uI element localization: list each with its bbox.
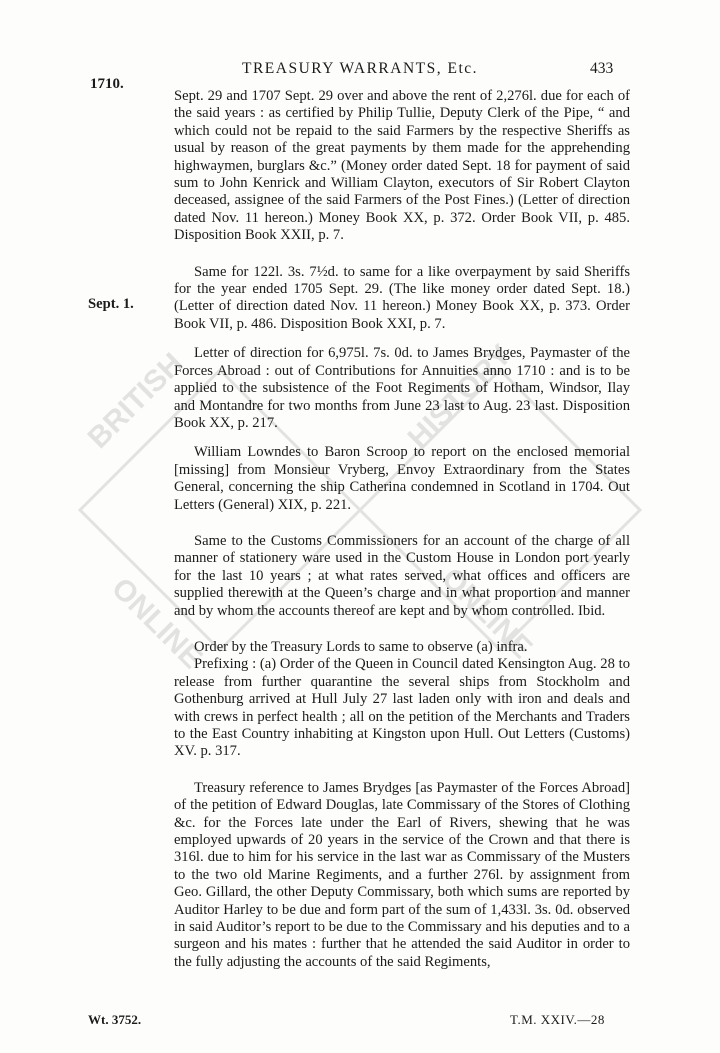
- svg-text:ONLINE: ONLINE: [105, 571, 209, 676]
- svg-text:BRITISH: BRITISH: [81, 346, 190, 455]
- svg-text:ONLINE: ONLINE: [435, 561, 539, 666]
- body-text: [174, 88, 630, 971]
- paragraph-lowndes-scroop: William Lowndes to Baron Scroop to report on the enclosed memorial [missing] from Monsieur Vryberg, Envoy Extraordinary from the States General, concerning the ship Catherina condemned in Scotland in 1704. Out Letters (General) XIX, p. 221.: [174, 444, 630, 513]
- paragraph-continued: Sept. 29 and 1707 Sept. 29 over and above the rent of 2,276l. due for each of the said years : as certified by Philip Tullie, Deputy Clerk of the Pipe, “ and which could not be repaid to the said Farmers by the respective Sheriffs as usual by reason of the great payments by them made for the apprehending highwaymen, burglars &c.” (Money order dated Sept. 18 for payment of said sum to John Kenrick and William Clayton, executors of Sir Robert Clayton deceased, assignee of the said Farmers of the Post Fines.) (Letter of direction dated Nov. 11 hereon.) Money Book XX, p. 372. Order Book VII, p. 485. Disposition Book XXII, p. 7.: [174, 88, 630, 244]
- footer-print-mark: Wt. 3752.: [88, 1012, 142, 1027]
- paragraph-prefixing: Prefixing : (a) Order of the Queen in Council dated Kensington Aug. 28 to release from further quarantine the several ships from Stockholm and Gothenburg arrived at Hull July 27 last laden only with iron and deals and with crews in perfect health ; all on the petition of the Merchants and Traders to the East Country inhabiting at Kingston upon Hull. Out Letters (Customs) XV. p. 317.: [174, 656, 630, 760]
- margin-date-sept-1: Sept. 1.: [88, 296, 134, 312]
- paragraph-treasury-reference: Treasury reference to James Brydges [as Paymaster of the Forces Abroad] of the petition of Edward Douglas, late Commissary of the Stores of Clothing &c. for the Forces late under the Earl of Rivers, shewing that he was employed upwards of 20 years in the service of the Crown and that there is 316l. due to him for his service in the last war as Commissary of the Musters to the two old Marine Regiments, and a further 276l. by assignment from Geo. Gillard, the other Deputy Commissary, both which sums are reported by Auditor Harley to be due and form part of the sum of 1,433l. 3s. 0d. observed in said Auditor’s report to be due to the Commissary and his deputies and to a surgeon and his mates : further that he attended the said Auditor in order to the fully adjusting the accounts of the said Regiments,: [174, 779, 630, 970]
- footer-signature: T.M. XXIV.—28: [510, 1012, 605, 1027]
- paragraph-letter-of-direction: Letter of direction for 6,975l. 7s. 0d. to James Brydges, Paymaster of the Forces Abroad : out of Contributions for Annuities anno 1710 : and is to be applied to the subsistence of the Foot Regiments of Hotham, Windsor, Ilay and Montandre for two months from June 23 last to Aug. 23 last. Disposition Book XX, p. 217.: [174, 345, 630, 431]
- running-title: TREASURY WARRANTS, Etc.: [241, 60, 478, 77]
- paragraph-order-treasury-lords: Order by the Treasury Lords to same to observe (a) infra.: [194, 638, 528, 655]
- svg-text:HISTORY: HISTORY: [401, 338, 519, 455]
- margin-year: 1710.: [90, 76, 124, 92]
- paragraph-customs-stationery: Same to the Customs Commissioners for an account of the charge of all manner of stationery ware used in the Custom House in London port yearly for the last 10 years ; at what rates served, what offices and officers are supplied therewith at the Queen’s charge and in what proportion and manner and by whom the accounts thereof are kept and by whom controlled. Ibid.: [174, 532, 630, 619]
- page-number: 433: [590, 60, 614, 77]
- paragraph-sept-1: Same for 122l. 3s. 7½d. to same for a like overpayment by said Sheriffs for the year ended 1705 Sept. 29. (The like money order dated Sept. 18.) (Letter of direction dated Nov. 11 hereon.) Money Book XX, p. 373. Order Book VII, p. 486. Disposition Book XXI, p. 7.: [174, 263, 630, 332]
